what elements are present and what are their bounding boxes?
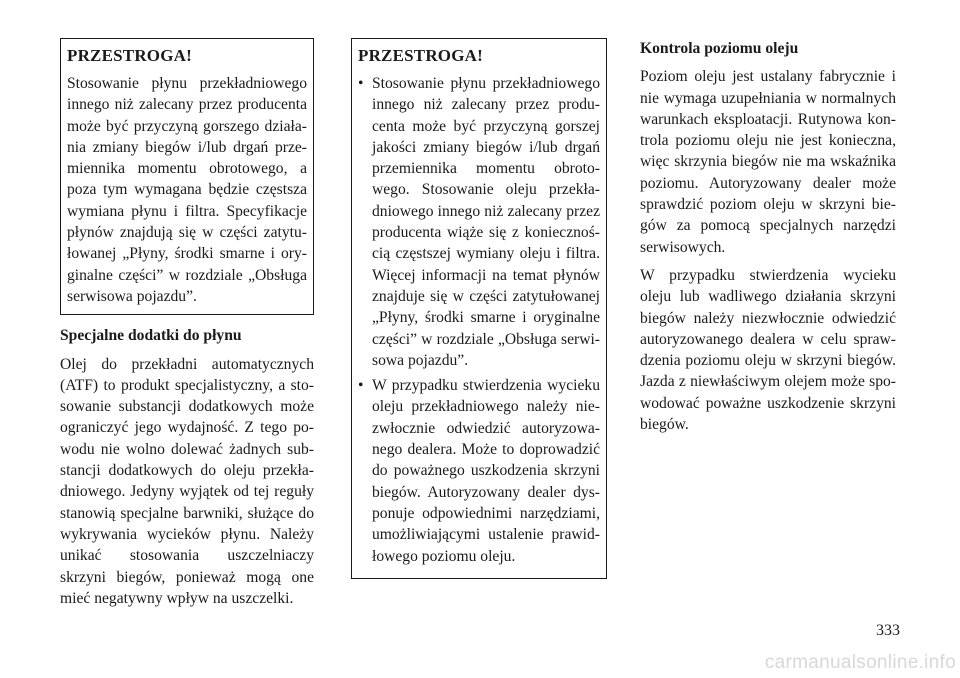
column-middle bbox=[351, 38, 607, 579]
section-paragraph: W przypadku stwierdzenia wycieku oleju lub wadliwego działania skrzyni biegów należy niezwłocznie odwiedzić autoryzowanego dealera w celu sprawdzenia poziomu oleju w skrzyni biegów. Jazda z niewłaściwym olejem może spowodować poważne uszkodzenie skrzyni biegów. bbox=[640, 266, 896, 434]
section-heading-oil-level: Kontrola poziomu oleju bbox=[640, 40, 799, 57]
warning-text: Stosowanie płynu przekładniowego innego niż zalecany przez producenta może być przyczyną gorszego działania zmiany biegów i/lub drgań przemiennika momentu obrotowego, a poza tym wymagana będzie częstsza wymiana płynu i filtra. Specyfikacje płynów znajdują się w części zatytułowanej „Płyny, środki smarne i oryginalne części” w rozdziale „Obsługa serwisowa pojazdu”. bbox=[67, 75, 307, 305]
warning-title: PRZESTROGA! bbox=[67, 46, 192, 65]
section-paragraph: Poziom oleju jest ustalany fabrycznie i nie wymaga uzupełniania w normalnych warunkach eksploatacji. Rutynowa kontrola poziomu oleju nie jest konieczna, więc skrzynia biegów nie ma wskaźnika poziomu. Autoryzowany dealer może sprawdzić poziom oleju w skrzyni biegów za pomocą specjalnych narzędzi serwisowych. bbox=[640, 68, 896, 256]
warning-bullets bbox=[358, 73, 600, 567]
section-text-additives: Olej do przekładni automatycznych (ATF) to produkt specjalistyczny, a stosowanie substancji dodatkowych może ograniczyć jego wydajność. Z tego powodu nie wolno dolewać żadnych substancji dodatkowych do oleju przekładniowego. Jedyny wyjątek od tej reguły stanowią specjalne barwniki, służące do wykrywania wycieków płynu. Należy unikać stosowania uszczelniaczy skrzyni biegów, ponieważ mogą one mieć negatywny wpływ na uszczelki. bbox=[60, 355, 314, 607]
warning-bullet: • W przypadku stwierdzenia wycieku oleju przekładniowego należy niezwłocznie odwiedzić autoryzowanego dealera. Może to doprowadzić do poważnego uszkodzenia skrzyni biegów. Autoryzowany dealer dysponuje odpowiednimi narzędziami, umożliwiającymi ustalenie prawidłowego poziomu oleju. bbox=[358, 375, 600, 567]
section-heading-additives: Specjalne dodatki do płynu bbox=[60, 327, 242, 345]
warning-bullet: • Stosowanie płynu przekładniowego innego niż zalecany przez producenta może być przyczyną gorszej jakości zmiany biegów i/lub drgań przemiennika momentu obrotowego. Stosowanie oleju przekładniowego innego niż zalecany przez producenta wiąże się z koniecznością częstszej wymiany oleju i filtra. Więcej informacji na temat płynów znajduje się w części zatytułowanej „Płyny, środki smarne i oryginalne części” w rozdziale „Obsługa serwisowa pojazdu”. bbox=[358, 73, 600, 371]
watermark: carmanualsonline.info bbox=[764, 652, 956, 673]
column-left bbox=[60, 38, 314, 616]
column-right bbox=[640, 38, 896, 442]
warning-box-2 bbox=[351, 38, 607, 579]
warning-title: PRZESTROGA! bbox=[358, 46, 483, 65]
warning-box-1 bbox=[60, 38, 314, 315]
page-number: 333 bbox=[876, 622, 900, 639]
